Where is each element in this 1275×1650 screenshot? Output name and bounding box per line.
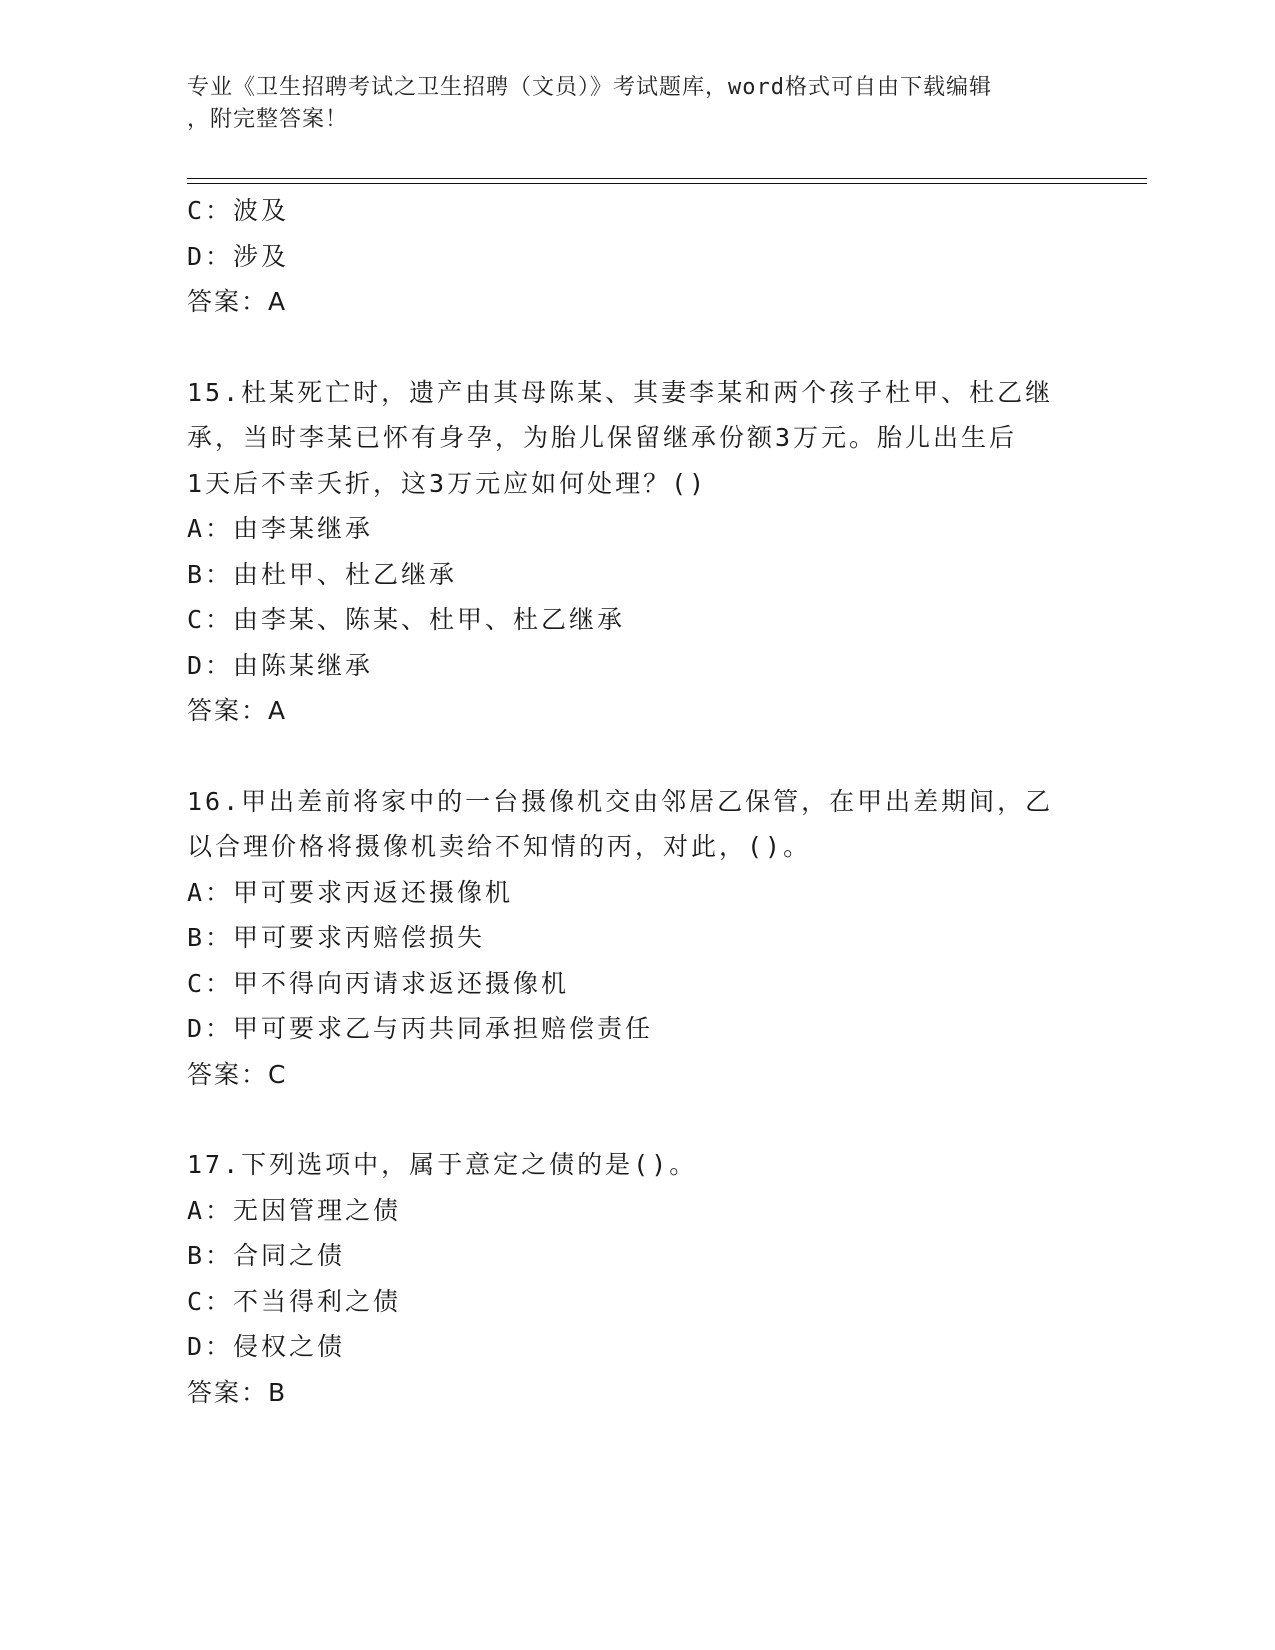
answer-line: 答案：A [187, 287, 288, 316]
question-stem-line: 16.甲出差前将家中的一台摄像机交由邻居乙保管，在甲出差期间，乙 [187, 786, 1054, 816]
question-17 [187, 1142, 1087, 1415]
question-stem-line: 15.杜某死亡时，遗产由其母陈某、其妻李某和两个孩子杜甲、杜乙继 [187, 377, 1054, 407]
document-header [187, 72, 1067, 136]
question-stem-line: 承，当时李某已怀有身孕，为胎儿保留继承份额3万元。胎儿出生后 [187, 423, 1018, 452]
option-b: B：由杜甲、杜乙继承 [187, 559, 458, 589]
answer-line: 答案：A [187, 696, 288, 725]
option-c: C：不当得利之债 [187, 1286, 402, 1316]
option-d: D：侵权之债 [187, 1332, 346, 1361]
header-line-2: ，附完整答案！ [187, 107, 349, 132]
question-16 [187, 779, 1087, 1098]
spacer [187, 734, 1087, 779]
option-c: C：由李某、陈某、杜甲、杜乙继承 [187, 605, 626, 634]
question-list [187, 188, 1087, 1415]
question-stem-line: 1天后不幸夭折，这3万元应如何处理？() [187, 468, 708, 498]
option-d: D：甲可要求乙与丙共同承担赔偿责任 [187, 1014, 654, 1043]
header-divider-bottom [187, 183, 1147, 184]
question-stem-line: 以合理价格将摄像机卖给不知情的丙，对此，()。 [187, 832, 812, 861]
option-a: A：由李某继承 [187, 514, 374, 543]
option-a: A：无因管理之债 [187, 1195, 402, 1225]
option-b: B：甲可要求丙赔偿损失 [187, 923, 486, 952]
header-divider-top [187, 178, 1147, 179]
option-c: C：甲不得向丙请求返还摄像机 [187, 968, 570, 998]
question-stem-line: 17.下列选项中，属于意定之债的是()。 [187, 1150, 698, 1179]
option-c: C：波及 [187, 196, 290, 225]
header-line-1: 专业《卫生招聘考试之卫生招聘（文员）》考试题库，word格式可自由下载编辑 [187, 75, 992, 100]
spacer [187, 325, 1087, 370]
option-b: B：合同之债 [187, 1241, 346, 1270]
answer-line: 答案：B [187, 1377, 288, 1407]
option-a: A：甲可要求丙返还摄像机 [187, 877, 514, 907]
option-d: D：涉及 [187, 241, 290, 271]
spacer [187, 1097, 1087, 1142]
option-d: D：由陈某继承 [187, 650, 374, 680]
question-15 [187, 370, 1087, 734]
question-14-continued [187, 188, 1087, 325]
answer-line: 答案：C [187, 1059, 288, 1089]
